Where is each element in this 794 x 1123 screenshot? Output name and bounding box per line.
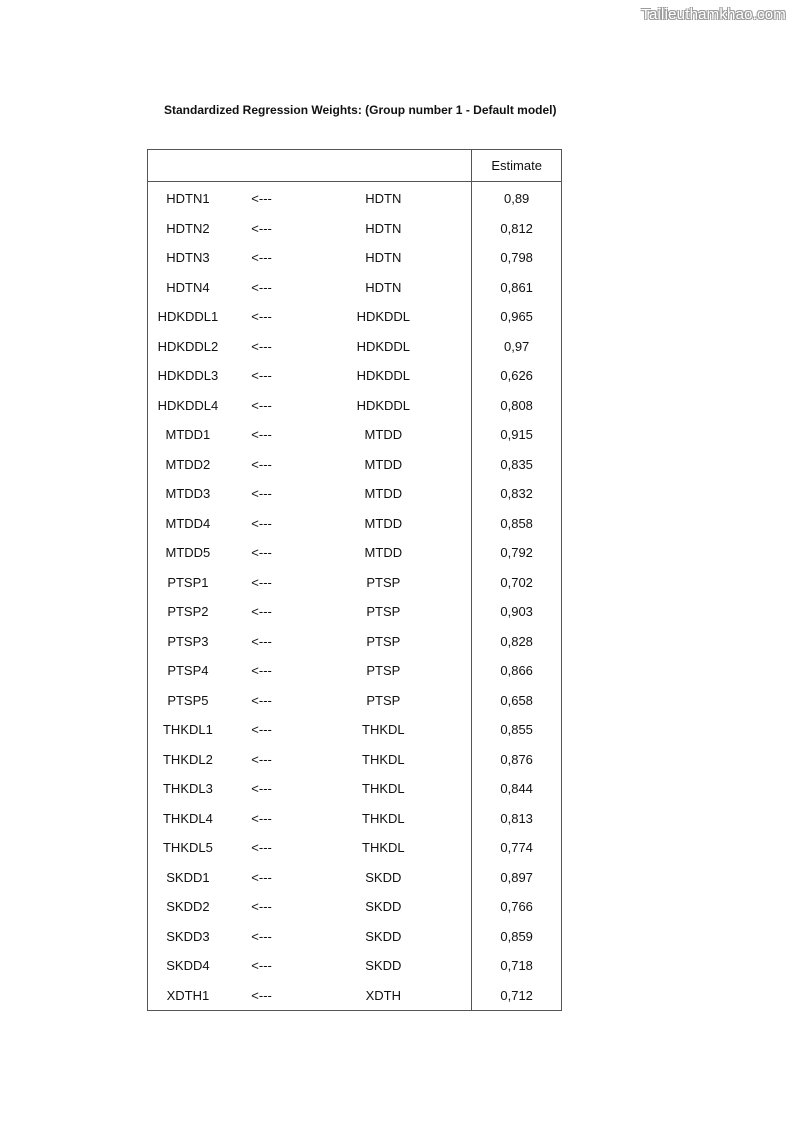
latent-cell: XDTH — [295, 981, 471, 1011]
indicator-cell: THKDL1 — [148, 715, 228, 745]
site-watermark: Tailieuthamkhao.com — [641, 6, 786, 23]
estimate-cell: 0,859 — [472, 922, 562, 952]
estimate-cell: 0,861 — [472, 273, 562, 303]
table-title: Standardized Regression Weights: (Group number 1 - Default model) — [164, 103, 557, 117]
latent-cell: HDKDDL — [356, 309, 411, 324]
arrow-cell: <--- — [251, 279, 272, 295]
regression-weights-table — [147, 149, 562, 1011]
arrow-cell: <--- — [251, 486, 272, 501]
arrow-cell: <--- — [251, 220, 272, 236]
indicator-cell: THKDL2 — [148, 745, 228, 775]
arrow-cell: <--- — [251, 633, 272, 649]
indicator-cell: THKDL5 — [148, 833, 228, 863]
estimate-cell: 0,626 — [472, 361, 562, 391]
latent-cell: SKDD — [365, 899, 402, 914]
arrow-cell: <--- — [251, 869, 272, 885]
indicator-cell: MTDD4 — [148, 509, 228, 539]
indicator-cell: MTDD2 — [148, 450, 228, 480]
estimate-cell: 0,858 — [472, 509, 562, 539]
table-row — [148, 686, 562, 716]
latent-cell: HDTN — [365, 220, 402, 236]
estimate-cell: 0,866 — [472, 656, 562, 686]
estimate-cell: 0,718 — [472, 951, 562, 981]
arrow-cell: <--- — [228, 981, 296, 1011]
estimate-cell: 0,903 — [472, 597, 562, 627]
table-row — [148, 243, 562, 273]
estimate-cell: 0,774 — [472, 833, 562, 863]
estimate-cell: 0,712 — [472, 981, 562, 1011]
estimate-cell: 0,97 — [472, 332, 562, 362]
estimate-cell: 0,828 — [472, 627, 562, 657]
latent-cell: SKDD — [365, 958, 402, 973]
arrow-cell: <--- — [251, 397, 272, 413]
arrow-cell: <--- — [251, 368, 272, 383]
table-header-row — [148, 150, 562, 182]
latent-cell: HDKDDL — [356, 397, 411, 413]
latent-cell: HDTN — [365, 250, 402, 265]
indicator-cell: HDKDDL1 — [148, 302, 228, 332]
arrow-cell: <--- — [251, 810, 272, 826]
arrow-cell: <--- — [251, 722, 272, 737]
table-row — [148, 774, 562, 804]
indicator-cell: MTDD5 — [148, 538, 228, 568]
table-row — [148, 214, 562, 244]
latent-cell: SKDD — [365, 869, 402, 885]
latent-cell: MTDD — [364, 427, 403, 442]
estimate-cell: 0,702 — [472, 568, 562, 598]
indicator-cell: SKDD2 — [148, 892, 228, 922]
arrow-cell: <--- — [251, 456, 272, 472]
indicator-cell: PTSP5 — [148, 686, 228, 716]
estimate-cell: 0,792 — [472, 538, 562, 568]
table-row — [148, 361, 562, 391]
table-row — [148, 656, 562, 686]
latent-cell: PTSP — [366, 692, 401, 708]
indicator-cell: HDTN2 — [148, 214, 228, 244]
table-row — [148, 597, 562, 627]
indicator-cell: HDKDDL3 — [148, 361, 228, 391]
arrow-cell: <--- — [251, 840, 272, 855]
latent-cell: PTSP — [366, 633, 401, 649]
estimate-cell: 0,813 — [472, 804, 562, 834]
table-row — [148, 922, 562, 952]
latent-cell: THKDL — [362, 840, 405, 855]
arrow-cell: <--- — [251, 958, 272, 973]
table-row — [148, 892, 562, 922]
table-row — [148, 420, 562, 450]
arrow-cell: <--- — [251, 781, 272, 796]
latent-cell: THKDL — [362, 781, 405, 796]
arrow-cell: <--- — [251, 899, 272, 914]
indicator-cell: HDTN4 — [148, 273, 228, 303]
estimate-cell: 0,798 — [472, 243, 562, 273]
arrow-cell: <--- — [251, 191, 272, 206]
latent-cell: THKDL — [362, 810, 405, 826]
indicator-cell: XDTH1 — [148, 981, 228, 1011]
header-estimate-cell: Estimate — [472, 150, 562, 182]
table-row — [148, 332, 562, 362]
arrow-cell: <--- — [251, 515, 272, 531]
indicator-cell: HDTN3 — [148, 243, 228, 273]
indicator-cell: HDTN1 — [148, 182, 228, 214]
indicator-cell: HDKDDL4 — [148, 391, 228, 421]
indicator-cell: SKDD3 — [148, 922, 228, 952]
table-row — [148, 509, 562, 539]
indicator-cell: PTSP2 — [148, 597, 228, 627]
indicator-cell: MTDD3 — [148, 479, 228, 509]
estimate-cell: 0,855 — [472, 715, 562, 745]
latent-cell: PTSP — [366, 604, 401, 619]
latent-cell: HDKDDL — [356, 368, 411, 383]
table-row — [148, 833, 562, 863]
arrow-cell: <--- — [251, 604, 272, 619]
table-row — [148, 538, 562, 568]
arrow-cell: <--- — [251, 928, 272, 944]
latent-cell: THKDL — [362, 722, 405, 737]
table-row — [148, 804, 562, 834]
latent-cell: MTDD — [364, 456, 403, 472]
latent-cell: PTSP — [366, 574, 401, 590]
estimate-cell: 0,844 — [472, 774, 562, 804]
estimate-cell: 0,812 — [472, 214, 562, 244]
estimate-cell: 0,832 — [472, 479, 562, 509]
indicator-cell: MTDD1 — [148, 420, 228, 450]
header-arrow-cell — [228, 150, 296, 182]
table-row — [148, 568, 562, 598]
table-row — [148, 951, 562, 981]
estimate-cell: 0,658 — [472, 686, 562, 716]
table-row — [148, 715, 562, 745]
estimate-cell: 0,965 — [472, 302, 562, 332]
indicator-cell: HDKDDL2 — [148, 332, 228, 362]
latent-cell: SKDD — [365, 928, 402, 944]
arrow-cell: <--- — [251, 250, 272, 265]
arrow-cell: <--- — [251, 309, 272, 324]
estimate-cell: 0,897 — [472, 863, 562, 893]
estimate-cell: 0,808 — [472, 391, 562, 421]
estimate-cell: 0,89 — [472, 182, 562, 214]
table-row — [148, 450, 562, 480]
table-row — [148, 391, 562, 421]
indicator-cell: SKDD1 — [148, 863, 228, 893]
latent-cell: MTDD — [364, 486, 403, 501]
indicator-cell: THKDL3 — [148, 774, 228, 804]
estimate-cell: 0,835 — [472, 450, 562, 480]
table-row — [148, 302, 562, 332]
latent-cell: HDKDDL — [356, 338, 411, 354]
latent-cell: THKDL — [362, 751, 405, 767]
indicator-cell: THKDL4 — [148, 804, 228, 834]
estimate-cell: 0,876 — [472, 745, 562, 775]
arrow-cell: <--- — [251, 574, 272, 590]
table-row — [148, 273, 562, 303]
latent-cell: MTDD — [364, 515, 403, 531]
arrow-cell: <--- — [251, 692, 272, 708]
arrow-cell: <--- — [251, 751, 272, 767]
table-row — [148, 863, 562, 893]
latent-cell: HDTN — [365, 279, 402, 295]
table-row — [148, 745, 562, 775]
table-row — [148, 627, 562, 657]
indicator-cell: PTSP1 — [148, 568, 228, 598]
indicator-cell: PTSP4 — [148, 656, 228, 686]
table-row — [148, 182, 562, 214]
arrow-cell: <--- — [251, 663, 272, 678]
table-row — [148, 981, 562, 1011]
latent-cell: PTSP — [366, 663, 401, 678]
arrow-cell: <--- — [251, 545, 272, 560]
header-latent-cell — [295, 150, 471, 182]
table-body — [148, 150, 562, 1011]
arrow-cell: <--- — [251, 338, 272, 354]
estimate-cell: 0,766 — [472, 892, 562, 922]
arrow-cell: <--- — [251, 427, 272, 442]
latent-cell: MTDD — [364, 545, 403, 560]
indicator-cell: PTSP3 — [148, 627, 228, 657]
latent-cell: HDTN — [365, 191, 402, 206]
indicator-cell: SKDD4 — [148, 951, 228, 981]
header-indicator-cell — [148, 150, 228, 182]
estimate-cell: 0,915 — [472, 420, 562, 450]
table-row — [148, 479, 562, 509]
